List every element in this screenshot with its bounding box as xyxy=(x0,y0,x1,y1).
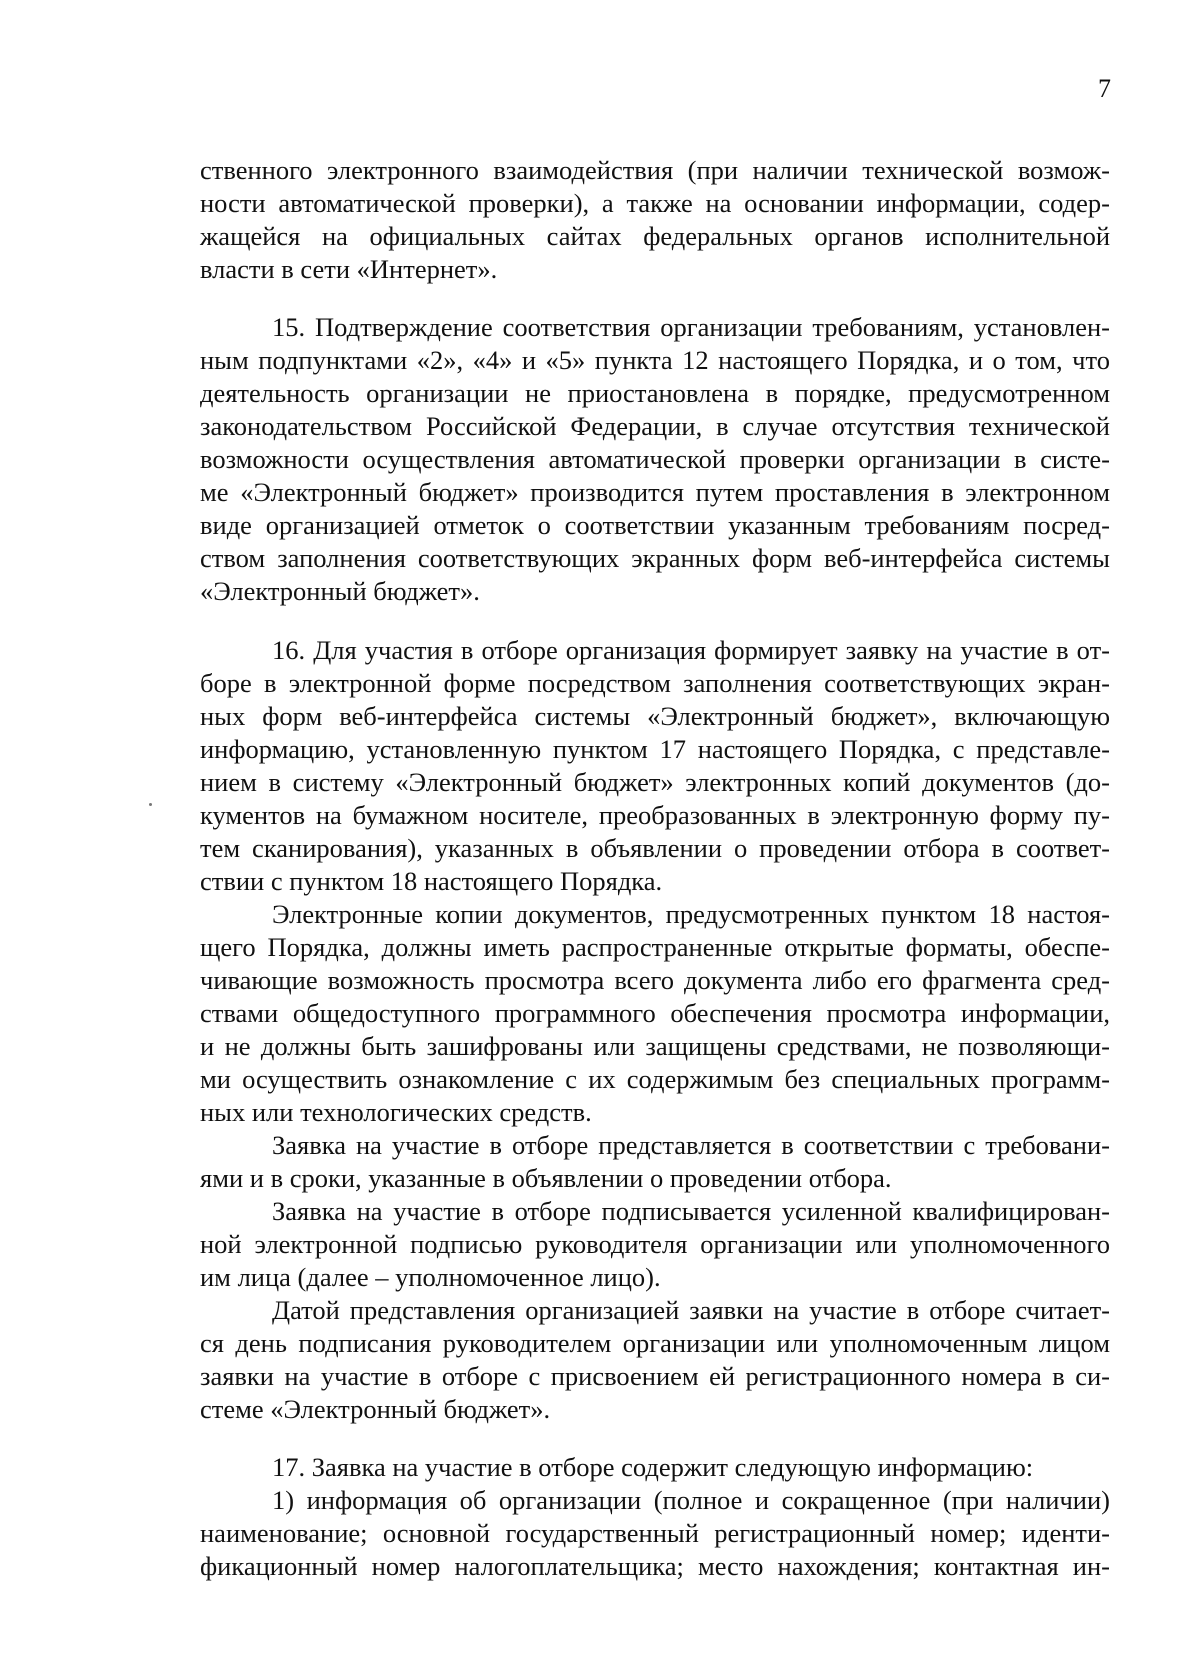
text-line: ности автоматической проверки), а также на основании информации, содер- xyxy=(200,188,1110,218)
text-line: ных или технологических средств. xyxy=(200,1097,592,1127)
page-number: 7 xyxy=(1098,74,1111,103)
text-line: Заявка на участие в отборе подписывается усиленной квалифицирован- xyxy=(272,1196,1110,1226)
text-line: кументов на бумажном носителе, преобразованных в электронную форму пу- xyxy=(200,800,1110,830)
text-line: наименование; основной государственный регистрационный номер; иденти- xyxy=(200,1518,1110,1548)
text-line: щего Порядка, должны иметь распространенные открытые форматы, обеспе- xyxy=(200,932,1110,962)
text-line: 16. Для участия в отборе организация формирует заявку на участие в от- xyxy=(272,635,1110,665)
text-line: виде организацией отметок о соответствии указанным требованиям посред- xyxy=(200,510,1110,540)
text-line: Электронные копии документов, предусмотренных пунктом 18 настоя- xyxy=(272,899,1110,929)
text-line: и не должны быть зашифрованы или защищены средствами, не позволяющи- xyxy=(200,1031,1110,1061)
text-line: деятельность организации не приостановлена в порядке, предусмотренном xyxy=(200,378,1110,408)
text-line: ных форм веб-интерфейса системы «Электронный бюджет», включающую xyxy=(200,701,1110,731)
text-line: ме «Электронный бюджет» производится путем проставления в электронном xyxy=(200,477,1110,507)
text-line: ством заполнения соответствующих экранных форм веб-интерфейса системы xyxy=(200,543,1110,573)
text-line: Заявка на участие в отборе представляется в соответствии с требовани- xyxy=(272,1130,1110,1160)
text-line: ственного электронного взаимодействия (при наличии технической возмож- xyxy=(200,155,1110,185)
text-line: ствии с пунктом 18 настоящего Порядка. xyxy=(200,866,663,896)
text-line: ным подпунктами «2», «4» и «5» пункта 12 настоящего Порядка, и о том, что xyxy=(200,345,1110,375)
text-line: нием в систему «Электронный бюджет» электронных копий документов (до- xyxy=(200,767,1110,797)
text-line: 15. Подтверждение соответствия организации требованиям, установлен- xyxy=(272,312,1110,342)
text-line: фикационный номер налогоплательщика; место нахождения; контактная ин- xyxy=(200,1551,1110,1581)
text-line: ной электронной подписью руководителя организации или уполномоченного xyxy=(200,1229,1110,1259)
text-line: 17. Заявка на участие в отборе содержит следующую информацию: xyxy=(272,1452,1034,1482)
text-line: ствами общедоступного программного обеспечения просмотра информации, xyxy=(200,998,1110,1028)
text-line: заявки на участие в отборе с присвоением ей регистрационного номера в си- xyxy=(200,1361,1110,1391)
text-line: чивающие возможность просмотра всего документа либо его фрагмента сред- xyxy=(200,965,1110,995)
text-line: ями и в сроки, указанные в объявлении о проведении отбора. xyxy=(200,1163,892,1193)
text-line: стеме «Электронный бюджет». xyxy=(200,1394,551,1424)
text-line: им лица (далее – уполномоченное лицо). xyxy=(200,1262,661,1292)
text-line: Датой представления организацией заявки на участие в отборе считает- xyxy=(272,1295,1110,1325)
text-line: 1) информация об организации (полное и сокращенное (при наличии) xyxy=(272,1485,1110,1515)
text-line: тем сканирования), указанных в объявлении о проведении отбора в соответ- xyxy=(200,833,1110,863)
text-line: власти в сети «Интернет». xyxy=(200,254,498,284)
scan-speck xyxy=(149,803,152,806)
text-line: информацию, установленную пунктом 17 настоящего Порядка, с представле- xyxy=(200,734,1110,764)
text-line: возможности осуществления автоматической проверки организации в систе- xyxy=(200,444,1110,474)
text-line: жащейся на официальных сайтах федеральных органов исполнительной xyxy=(200,221,1110,251)
text-line: ми осуществить ознакомление с их содержимым без специальных программ- xyxy=(200,1064,1110,1094)
text-line: «Электронный бюджет». xyxy=(200,576,480,606)
text-line: законодательством Российской Федерации, в случае отсутствия технической xyxy=(200,411,1110,441)
text-line: боре в электронной форме посредством заполнения соответствующих экран- xyxy=(200,668,1110,698)
text-line: ся день подписания руководителем организации или уполномоченным лицом xyxy=(200,1328,1110,1358)
